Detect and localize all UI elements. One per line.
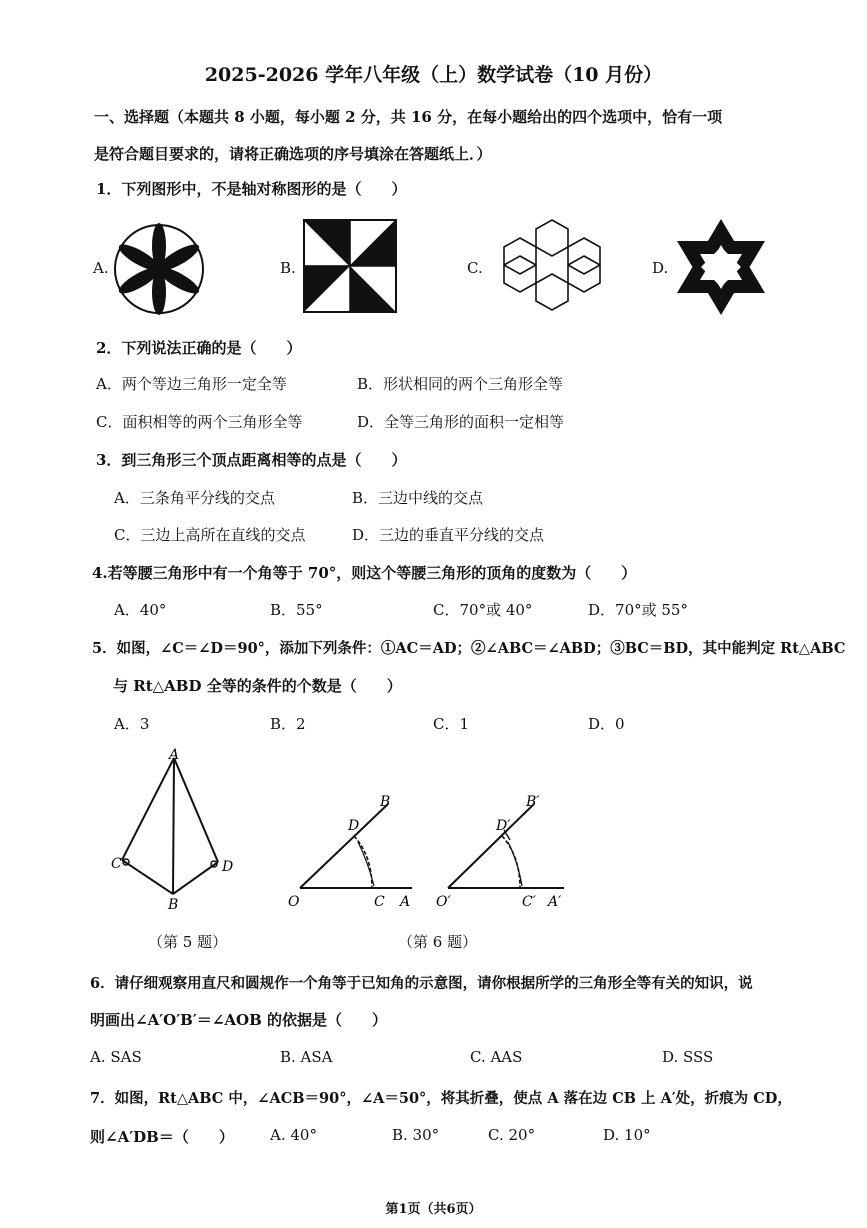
section-instructions-line2: 是符合题目要求的，请将正确选项的序号填涂在答题纸上．）: [94, 145, 492, 163]
q7-option-c: C. 20°: [488, 1126, 536, 1144]
q5-label-b: B: [168, 897, 179, 912]
q4-option-c: C．70°或 40°: [433, 601, 533, 619]
q6-option-c: C. AAS: [470, 1048, 523, 1066]
q1-option-d-label: D.: [652, 259, 669, 277]
q1-figure-c-hexagon-star: [497, 215, 607, 315]
q6-option-a: A. SAS: [90, 1048, 142, 1066]
q6-figure-caption: （第 6 题）: [398, 933, 478, 951]
q3-option-c: C．三边上高所在直线的交点: [114, 526, 306, 544]
q5-option-c: C．1: [433, 715, 470, 733]
q4-option-b: B．55°: [270, 601, 323, 619]
q5-option-b: B．2: [270, 715, 306, 733]
q7-option-a: A. 40°: [270, 1126, 317, 1144]
q5-label-c: C: [111, 856, 122, 872]
q3-stem: 3．到三角形三个顶点距离相等的点是（ ）: [96, 451, 407, 469]
q3-option-d: D．三边的垂直平分线的交点: [352, 526, 545, 544]
q3-option-a: A．三条角平分线的交点: [114, 489, 275, 507]
q6-label-a: A: [400, 894, 411, 910]
q5-label-a: A: [169, 747, 180, 763]
q4-option-a: A．40°: [114, 601, 167, 619]
q5-figure-kite: [108, 746, 238, 912]
q6-label-b-prime: B′: [526, 794, 540, 810]
q2-option-a: A．两个等边三角形一定全等: [96, 375, 287, 393]
q6-figure-original-angle: [286, 786, 426, 912]
q6-label-c-prime: C′: [522, 894, 536, 910]
q1-figure-b-pinwheel: [303, 219, 397, 313]
q1-figure-d-star: [673, 217, 769, 317]
q6-option-d: D. SSS: [662, 1048, 714, 1066]
q2-option-b: B．形状相同的两个三角形全等: [357, 375, 564, 393]
q6-label-d-prime: D′: [496, 818, 511, 834]
q4-option-d: D．70°或 55°: [588, 601, 688, 619]
q5-figure-caption: （第 5 题）: [148, 933, 228, 951]
q2-option-d: D．全等三角形的面积一定相等: [357, 413, 565, 431]
section-instructions-line1: 一、选择题（本题共 8 小题，每小题 2 分，共 16 分，在每小题给出的四个选项中，恰有一项: [94, 108, 723, 126]
q6-label-o: O: [288, 894, 300, 910]
q6-label-c: C: [374, 894, 385, 910]
q5-stem-line1: 5．如图，∠C＝∠D＝90°，添加下列条件：①AC＝AD；②∠ABC＝∠ABD；③BC＝BD，其中能判定 Rt△ABC: [92, 640, 846, 657]
q2-option-c: C．面积相等的两个三角形全等: [96, 413, 303, 431]
q1-option-b-label: B.: [280, 259, 296, 277]
q1-stem: 1．下列图形中，不是轴对称图形的是（ ）: [96, 180, 407, 198]
q5-label-d: D: [222, 859, 234, 875]
q6-label-a-prime: A′: [548, 894, 562, 910]
page-footer: 第1页（共6页）: [385, 1202, 482, 1217]
q5-option-d: D．0: [588, 715, 625, 733]
q3-option-b: B．三边中线的交点: [352, 489, 484, 507]
q6-option-b: B. ASA: [280, 1048, 333, 1066]
q6-label-d: D: [348, 818, 360, 834]
q6-stem-line1: 6．请仔细观察用直尺和圆规作一个角等于已知角的示意图，请你根据所学的三角形全等有关的知识，说: [90, 975, 753, 992]
q1-figure-a-flower: [112, 222, 206, 316]
q1-option-c-label: C.: [467, 259, 483, 277]
q1-option-a-label: A.: [93, 259, 109, 277]
q7-stem-line1: 7．如图，Rt△ABC 中，∠ACB＝90°，∠A＝50°，将其折叠，使点 A 落在边 CB 上 A′处，折痕为 CD，: [90, 1090, 792, 1107]
q2-stem: 2．下列说法正确的是（ ）: [96, 339, 302, 357]
q6-label-o-prime: O′: [436, 894, 451, 910]
q5-option-a: A．3: [114, 715, 150, 733]
q4-stem: 4.若等腰三角形中有一个角等于 70°，则这个等腰三角形的顶角的度数为（ ）: [92, 564, 637, 582]
q6-figure-copied-angle: [434, 786, 584, 912]
q6-stem-line2: 明画出∠A′O′B′＝∠AOB 的依据是（ ）: [90, 1011, 387, 1029]
q5-stem-line2: 与 Rt△ABD 全等的条件的个数是（ ）: [113, 677, 402, 695]
exam-title: 2025-2026 学年八年级（上）数学试卷（10 月份）: [204, 64, 663, 86]
q7-option-b: B. 30°: [392, 1126, 440, 1144]
q7-option-d: D. 10°: [603, 1126, 651, 1144]
q6-label-b: B: [380, 794, 391, 810]
q7-stem-line2: 则∠A′DB＝（ ）: [90, 1128, 234, 1146]
